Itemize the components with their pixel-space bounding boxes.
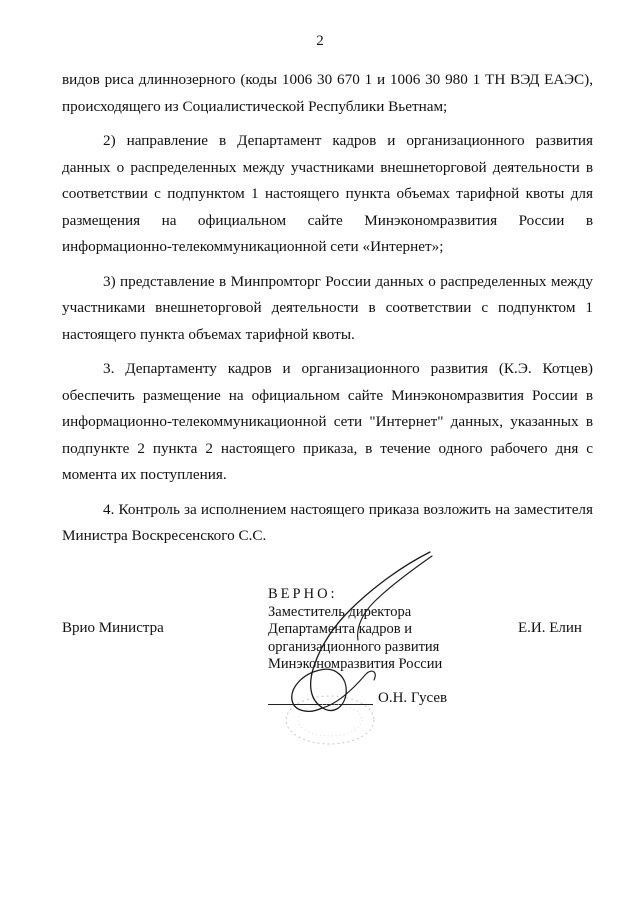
minister-title: Врио Министра	[62, 620, 164, 636]
certification-line: организационного развития	[268, 638, 440, 655]
certification-line: Минэкономразвития России	[268, 656, 443, 672]
paragraph-point-3: 3. Департаменту кадров и организационного развития (К.Э. Котцев) обеспечить размещение на официальном сайте Минэкономразвития России в информационно-телекоммуникационной сети "Интернет" данных, указанных в подпункте 2 пункта 2 настоящего приказа, в течение одного рабочего дня с момента их поступления.	[62, 360, 593, 483]
minister-name: Е.И. Елин	[518, 620, 582, 636]
certification-line: Департамента кадров и	[268, 621, 413, 637]
paragraph-point-4: 4. Контроль за исполнением настоящего приказа возложить на заместителя Министра Воскресенского С.С.	[62, 500, 593, 544]
handwritten-signature	[262, 548, 437, 738]
paragraph-continuation: видов риса длиннозерного (коды 1006 30 670 1 и 1006 30 980 1 ТН ВЭД ЕАЭС), происходящего из Социалистической Республики Вьетнам;	[62, 71, 593, 115]
paragraph-item-2: 2) направление в Департамент кадров и организационного развития данных о распределенных между участниками внешнеторговой деятельности в соответствии с подпунктом 1 настоящего пункта объемах тарифной квоты для размещения на официальном сайте Минэкономразвития России в информационно-телекоммуникационной сети «Интернет»;	[62, 132, 593, 255]
certifier-name: О.Н. Гусев	[378, 690, 448, 706]
certification-line: Заместитель директора	[268, 603, 412, 620]
certification-title: ВЕРНО:	[268, 586, 338, 602]
paragraph-item-3: 3) представление в Минпромторг России данных о распределенных между участниками внешнеторговой деятельности в соответствии с подпунктом 1 настоящего пункта объемах тарифной квоты.	[62, 272, 593, 343]
document-body	[62, 67, 593, 558]
page-number: 2	[316, 33, 324, 49]
